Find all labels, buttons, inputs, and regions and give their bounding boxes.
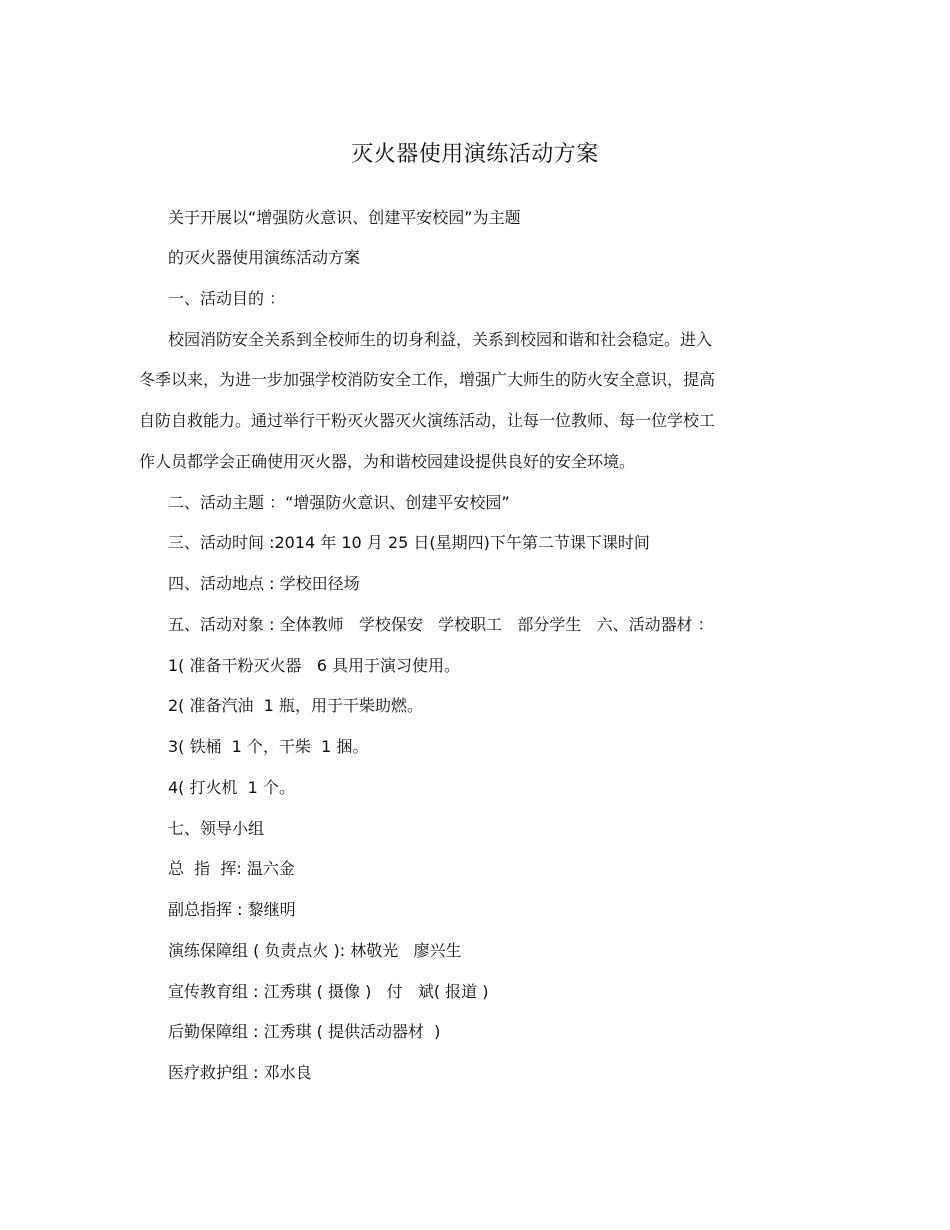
section-location: 四、活动地点 : 学校田径场 bbox=[168, 574, 360, 593]
equipment-item-2: 2( 准备汽油 1 瓶，用于干柴助燃。 bbox=[168, 696, 423, 715]
section-participants: 五、活动对象 : 全体教师 学校保安 学校职工 部分学生 六、活动器材 ： bbox=[168, 615, 714, 634]
leader-commander: 总 指 挥: 温六金 bbox=[168, 859, 295, 878]
section-theme: 二、活动主题 ：“增强防火意识、创建平安校园” bbox=[168, 493, 510, 512]
team-drill-support: 演练保障组 ( 负责点火 ): 林敬光 廖兴生 bbox=[168, 941, 462, 960]
document-title: 灭火器使用演练活动方案 bbox=[351, 142, 599, 167]
section-time: 三、活动时间 :2014 年 10 月 25 日(星期四)下午第二节课下课时间 bbox=[168, 533, 650, 552]
equipment-item-3: 3( 铁桶 1 个，干柴 1 捆。 bbox=[168, 737, 369, 756]
intro-line-2: 的灭火器使用演练活动方案 bbox=[168, 248, 361, 267]
purpose-paragraph-line-3: 自防自救能力。通过举行干粉灭火器灭火演练活动，让每一位教师、每一位学校工 bbox=[139, 411, 716, 430]
team-logistics: 后勤保障组 : 江秀琪 ( 提供活动器材 ) bbox=[168, 1022, 441, 1041]
purpose-paragraph-line-4: 作人员都学会正确使用灭火器，为和谐校园建设提供良好的安全环境。 bbox=[139, 452, 636, 471]
equipment-item-4: 4( 打火机 1 个。 bbox=[168, 778, 295, 797]
purpose-paragraph-line-2: 冬季以来，为进一步加强学校消防安全工作，增强广大师生的防火安全意识，提高 bbox=[139, 370, 716, 389]
team-medical: 医疗救护组 : 邓水良 bbox=[168, 1063, 312, 1082]
leader-deputy: 副总指挥 : 黎继明 bbox=[168, 900, 296, 919]
purpose-paragraph-line-1: 校园消防安全关系到全校师生的切身利益，关系到校园和谐和社会稳定。进入 bbox=[168, 330, 713, 349]
intro-line-1: 关于开展以“增强防火意识、创建平安校园”为主题 bbox=[168, 208, 521, 227]
section-heading-purpose: 一、活动目的 ： bbox=[168, 289, 286, 308]
team-publicity: 宣传教育组 : 江秀琪 ( 摄像 ) 付 斌( 报道 ) bbox=[168, 982, 489, 1001]
equipment-item-1: 1( 准备干粉灭火器 6 具用于演习使用。 bbox=[168, 656, 461, 675]
section-leadership: 七、领导小组 bbox=[168, 819, 265, 838]
